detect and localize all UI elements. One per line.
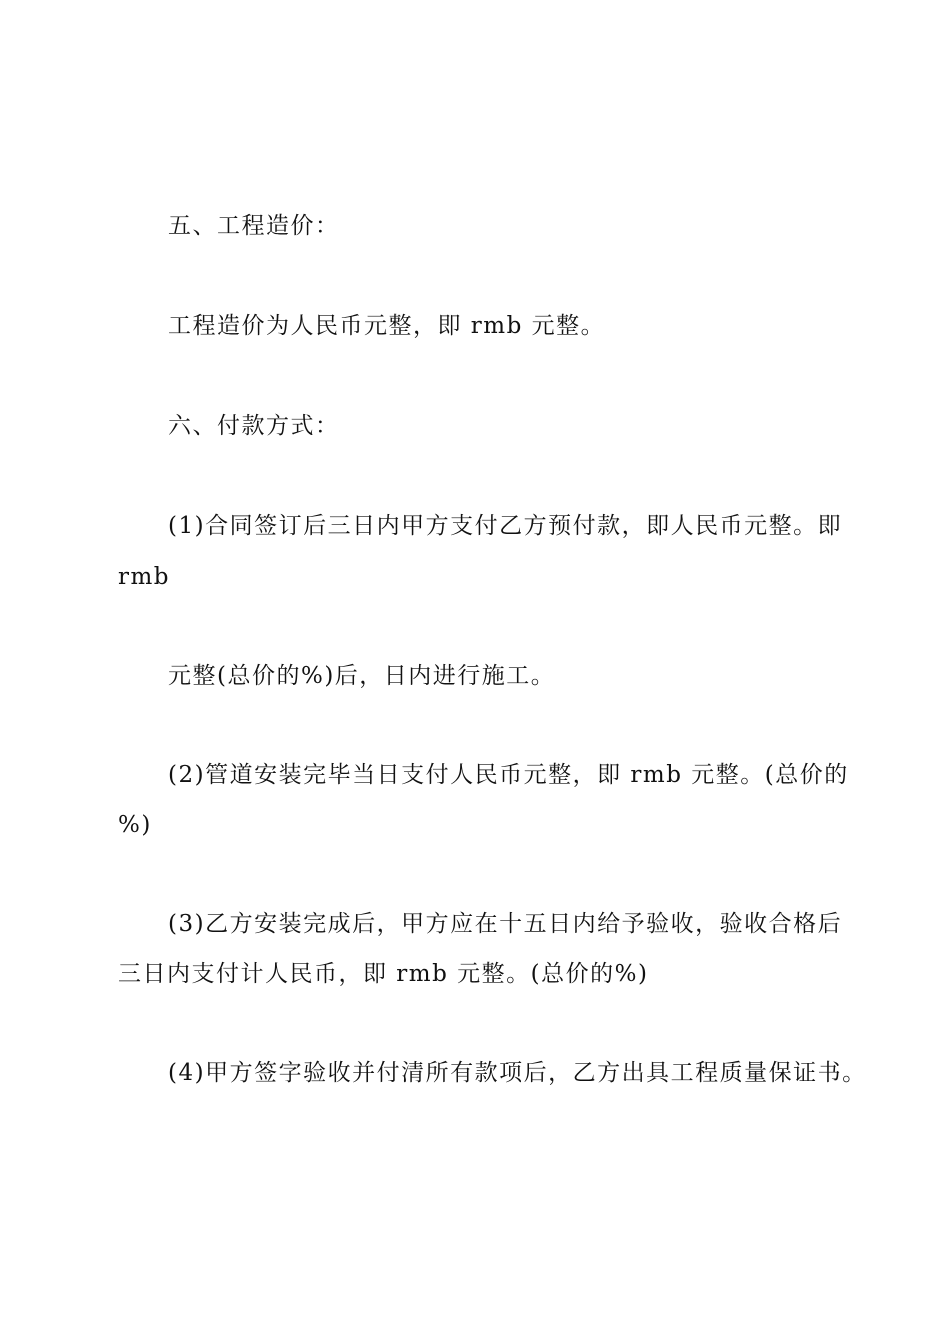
section-5-body: 工程造价为人民币元整，即 rmb 元整。	[168, 313, 606, 339]
payment-item-1-line-2: rmb	[118, 564, 171, 590]
payment-item-3-line-2: 三日内支付计人民币，即 rmb 元整。(总价的%)	[118, 961, 649, 987]
payment-item-4-line-1: (4)甲方签字验收并付清所有款项后，乙方出具工程质量保证书。	[168, 1060, 867, 1086]
payment-item-2-line-2: %)	[118, 812, 152, 838]
section-6-heading: 六、付款方式：	[168, 413, 340, 439]
payment-item-1-line-3: 元整(总价的%)后，日内进行施工。	[168, 663, 556, 689]
section-5-heading: 五、工程造价：	[168, 213, 340, 239]
payment-item-3-line-1: (3)乙方安装完成后，甲方应在十五日内给予验收，验收合格后	[168, 911, 843, 937]
payment-item-1-line-1: (1)合同签订后三日内甲方支付乙方预付款，即人民币元整。即	[168, 513, 843, 539]
payment-item-2-line-1: (2)管道安装完毕当日支付人民币元整，即 rmb 元整。(总价的	[168, 762, 849, 788]
